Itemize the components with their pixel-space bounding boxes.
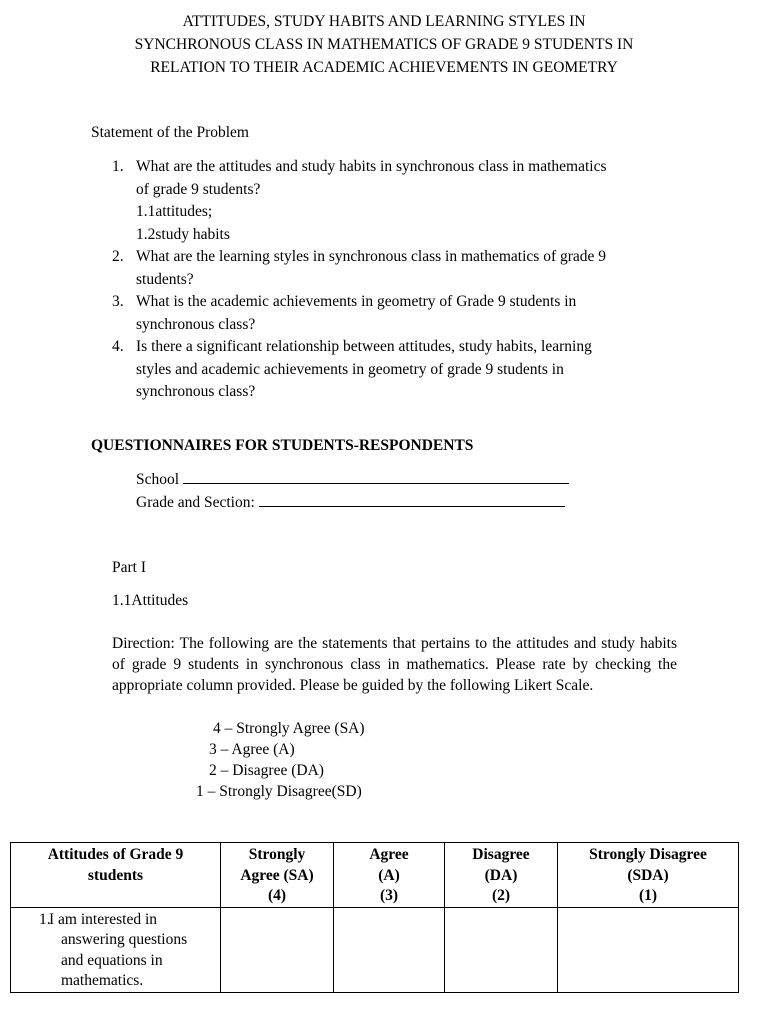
likert-scale	[0, 718, 365, 802]
problem-line: What is the academic achievements in geometry of Grade 9 students in	[136, 293, 577, 310]
header-line: Agree (SA)	[240, 866, 314, 884]
problem-line: synchronous class?	[136, 315, 256, 333]
problem-line: synchronous class?	[136, 383, 256, 400]
statement-line: mathematics.	[61, 972, 144, 989]
header-agree	[334, 843, 445, 908]
sub-question: 1.1attitudes;	[136, 203, 213, 220]
questionnaire-heading: QUESTIONNAIRES FOR STUDENTS-RESPONDENTS	[91, 437, 474, 454]
problem-number: 1.	[112, 158, 124, 175]
header-attitudes	[11, 843, 221, 908]
title-line: ATTITUDES, STUDY HABITS AND LEARNING STYLES IN	[182, 13, 586, 30]
rating-cell-a[interactable]	[334, 907, 445, 992]
likert-item: 4 – Strongly Agree (SA)	[213, 720, 365, 737]
problem-number: 4.	[112, 338, 124, 355]
sub-question: 1.2study habits	[136, 225, 230, 243]
header-line: (3)	[379, 887, 399, 904]
title-line: RELATION TO THEIR ACADEMIC ACHIEVEMENTS IN GEOMETRY	[150, 59, 618, 76]
statement-line: I am interested in	[49, 910, 158, 928]
grade-section-label: Grade and Section:	[136, 493, 255, 511]
subsection-label: 1.1Attitudes	[112, 592, 189, 609]
statement-number: 1.	[39, 910, 51, 928]
header-line: (4)	[267, 887, 287, 904]
header-line: Strongly	[248, 846, 306, 863]
header-line: Disagree	[472, 846, 530, 863]
grade-section-input-line[interactable]	[259, 492, 565, 507]
problem-item	[112, 156, 692, 246]
problem-item	[112, 336, 692, 404]
rating-cell-da[interactable]	[445, 907, 558, 992]
problem-list	[112, 156, 692, 404]
respondent-fields	[136, 469, 569, 514]
header-line: (SDA)	[627, 866, 669, 884]
header-line: students	[87, 866, 144, 884]
grade-section-field	[136, 492, 569, 515]
likert-item: 3 – Agree (A)	[209, 741, 295, 758]
header-line: (DA)	[484, 866, 518, 884]
problem-line: What are the attitudes and study habits in synchronous class in mathematics	[136, 158, 607, 175]
table-header-row	[11, 843, 739, 908]
rating-cell-sa[interactable]	[221, 907, 334, 992]
part-label: Part I	[112, 559, 147, 576]
problem-item	[112, 291, 692, 336]
header-line: Attitudes of Grade 9	[47, 846, 184, 863]
title-line: SYNCHRONOUS CLASS IN MATHEMATICS OF GRADE 9 STUDENTS IN	[134, 36, 634, 53]
problem-line: Is there a significant relationship between attitudes, study habits, learning	[136, 338, 592, 355]
header-line: Strongly Disagree	[589, 846, 707, 863]
attitudes-table-wrap	[10, 842, 739, 993]
table-row	[11, 907, 739, 992]
statement-line: and equations in	[61, 951, 163, 969]
problem-line: of grade 9 students?	[136, 180, 261, 198]
likert-item: 2 – Disagree (DA)	[209, 762, 324, 779]
attitudes-table	[10, 842, 739, 993]
statement-line: answering questions	[61, 931, 188, 948]
statement-text	[11, 910, 220, 992]
header-strongly-agree	[221, 843, 334, 908]
statement-cell	[11, 907, 221, 992]
school-input-line[interactable]	[183, 469, 569, 484]
header-line: (1)	[638, 887, 658, 904]
header-disagree	[445, 843, 558, 908]
direction-paragraph: Direction: The following are the statements that pertains to the attitudes and study habits of grade 9 students in synchronous class in mathematics. Please rate by checking the appropriate column provided. Please be guided by the following Likert Scale.	[112, 635, 677, 694]
school-label: School	[136, 471, 180, 488]
problem-item	[112, 246, 692, 291]
problem-line: What are the learning styles in synchronous class in mathematics of grade 9	[136, 248, 607, 265]
problem-number: 2.	[112, 248, 124, 265]
school-field	[136, 469, 569, 492]
problem-number: 3.	[112, 293, 124, 310]
header-strongly-disagree	[558, 843, 739, 908]
likert-item: 1 – Strongly Disagree(SD)	[196, 783, 362, 800]
problem-line: styles and academic achievements in geometry of grade 9 students in	[136, 360, 564, 378]
statement-heading: Statement of the Problem	[91, 124, 249, 141]
header-line: (2)	[491, 887, 511, 904]
header-line: Agree	[369, 846, 409, 863]
document-title	[60, 10, 708, 79]
header-line: (A)	[378, 866, 400, 884]
rating-cell-sda[interactable]	[558, 907, 739, 992]
problem-line: students?	[136, 270, 194, 288]
